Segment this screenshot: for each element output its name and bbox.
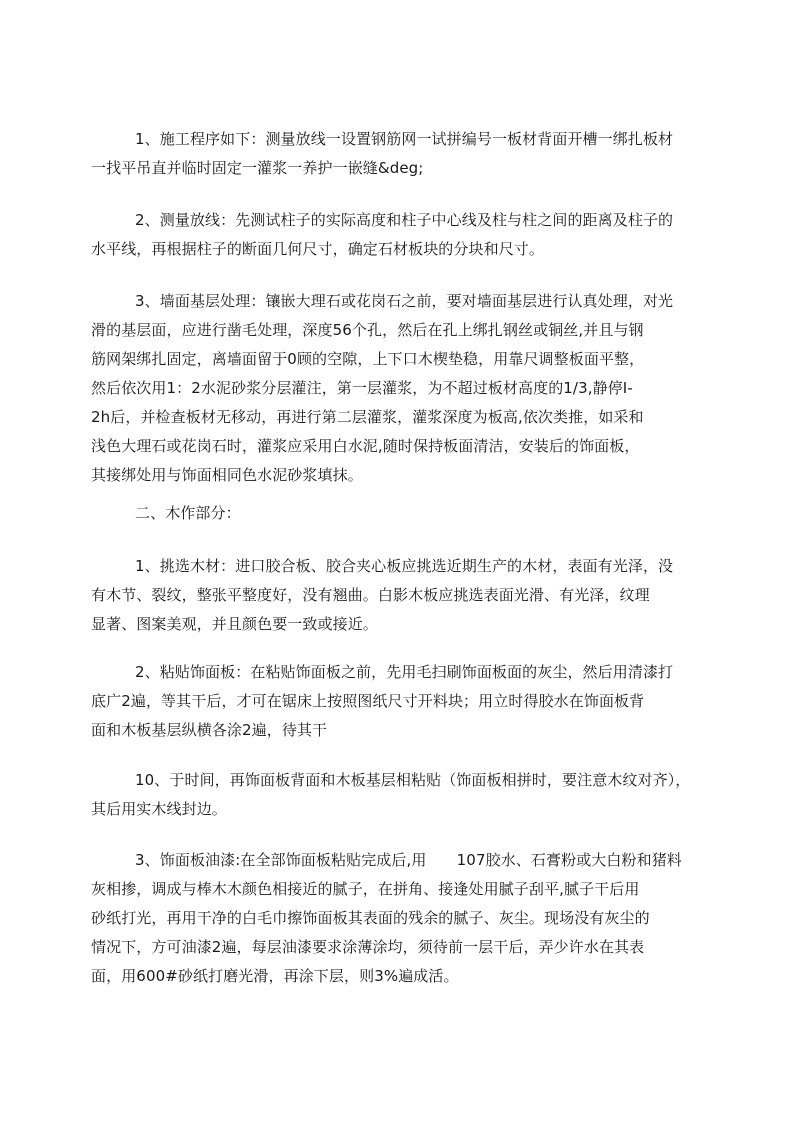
paragraph-line: 面和木板基层纵横各涂2遍，待其干 [91,721,328,739]
paragraph-line: 然后依次用1：2水泥砂浆分层灌注，第一层灌浆，为不超过板材高度的1/3,静停I- [91,379,633,397]
paragraph-line: 有木节、裂纹，整张平整度好，没有翘曲。白影木板应挑选表面光滑、有光泽，纹理 [91,586,650,604]
paragraph-line: 1、施工程序如下：测量放线一设置钢筋网一试拼编号一板材背面开槽一绑扎板材 [135,130,674,148]
paragraph-line: 灰相掺，调成与棒木木颜色相接近的腻子，在拼角、接逢处用腻子刮平,腻子干后用 [91,880,640,898]
paragraph-line: 显著、图案美观，并且颜色要一致或接近。 [91,615,378,633]
paragraph-veneer-painting [91,846,731,991]
paragraph-line: 1、挑选木材：进口胶合板、胶合夹心板应挑选近期生产的木材，表面有光泽，没 [135,557,674,575]
paragraph-bonding-time [91,766,731,824]
section-heading: 二、木作部分： [135,504,241,522]
paragraph-line: 浅色大理石或花岗石时，灌浆应采用白水泥,随时保持板面清洁，安装后的饰面板， [91,437,640,455]
paragraph-line: 面，用600#砂纸打磨光滑，再涂下层，则3%遍成活。 [91,967,459,985]
paragraph-line: 3、饰面板油漆:在全部饰面板粘贴完成后,用 107胶水、石膏粉或大白粉和猪料 [135,851,682,869]
paragraph-line: 底广2遍，等其干后，才可在锯床上按照图纸尺寸开料块；用立时得胶水在饰面板背 [91,692,645,710]
paragraph-line: 10、于时间，再饰面板背面和木板基层相粘贴（饰面板相拼时，要注意木纹对齐）， [135,771,691,789]
section-heading-woodwork [91,499,731,528]
paragraph-line: 其接绑处用与饰面相同色水泥砂浆填抹。 [91,466,363,484]
paragraph-surveying [91,206,731,264]
paragraph-construction-procedure [91,125,731,183]
paragraph-line: 2、粘贴饰面板：在粘贴饰面板之前，先用毛扫刷饰面板面的灰尘，然后用清漆打 [135,663,674,681]
paragraph-line: 2、测量放线：先测试柱子的实际高度和柱子中心线及柱与柱之间的距离及柱子的 [135,211,674,229]
paragraph-line: 3、墙面基层处理：镶嵌大理石或花岗石之前，要对墙面基层进行认真处理，对光 [135,292,674,310]
paragraph-line: 砂纸打光，再用干净的白毛巾擦饰面板其表面的残余的腻子、灰尘。现场没有灰尘的 [91,909,650,927]
paragraph-line: 滑的基层面，应进行凿毛处理，深度56个孔，然后在孔上绑扎钢丝或铜丝,并且与钢 [91,321,644,339]
paragraph-line: 水平线，再根据柱子的断面几何尺寸，确定石材板块的分块和尺寸。 [91,240,545,258]
paragraph-line: 2h后，并检查板材无移动，再进行第二层灌浆，灌浆深度为板高,依次类推，如采和 [91,408,644,426]
paragraph-line: 一找平吊直并临时固定一灌浆一养护一嵌缝&deg; [91,159,424,177]
paragraph-line: 筋网架绑扎固定，离墙面留于0顾的空隙，上下口木楔垫稳，用靠尺调整板面平整， [91,350,645,368]
paragraph-veneer-pasting [91,658,731,745]
paragraph-select-timber [91,552,731,639]
paragraph-line: 其后用实木线封边。 [91,800,227,818]
paragraph-wall-base-treatment [91,287,731,490]
paragraph-line: 情况下，方可油漆2遍，每层油漆要求涂薄涂均，须待前一层干后，弄少许水在其表 [91,938,645,956]
